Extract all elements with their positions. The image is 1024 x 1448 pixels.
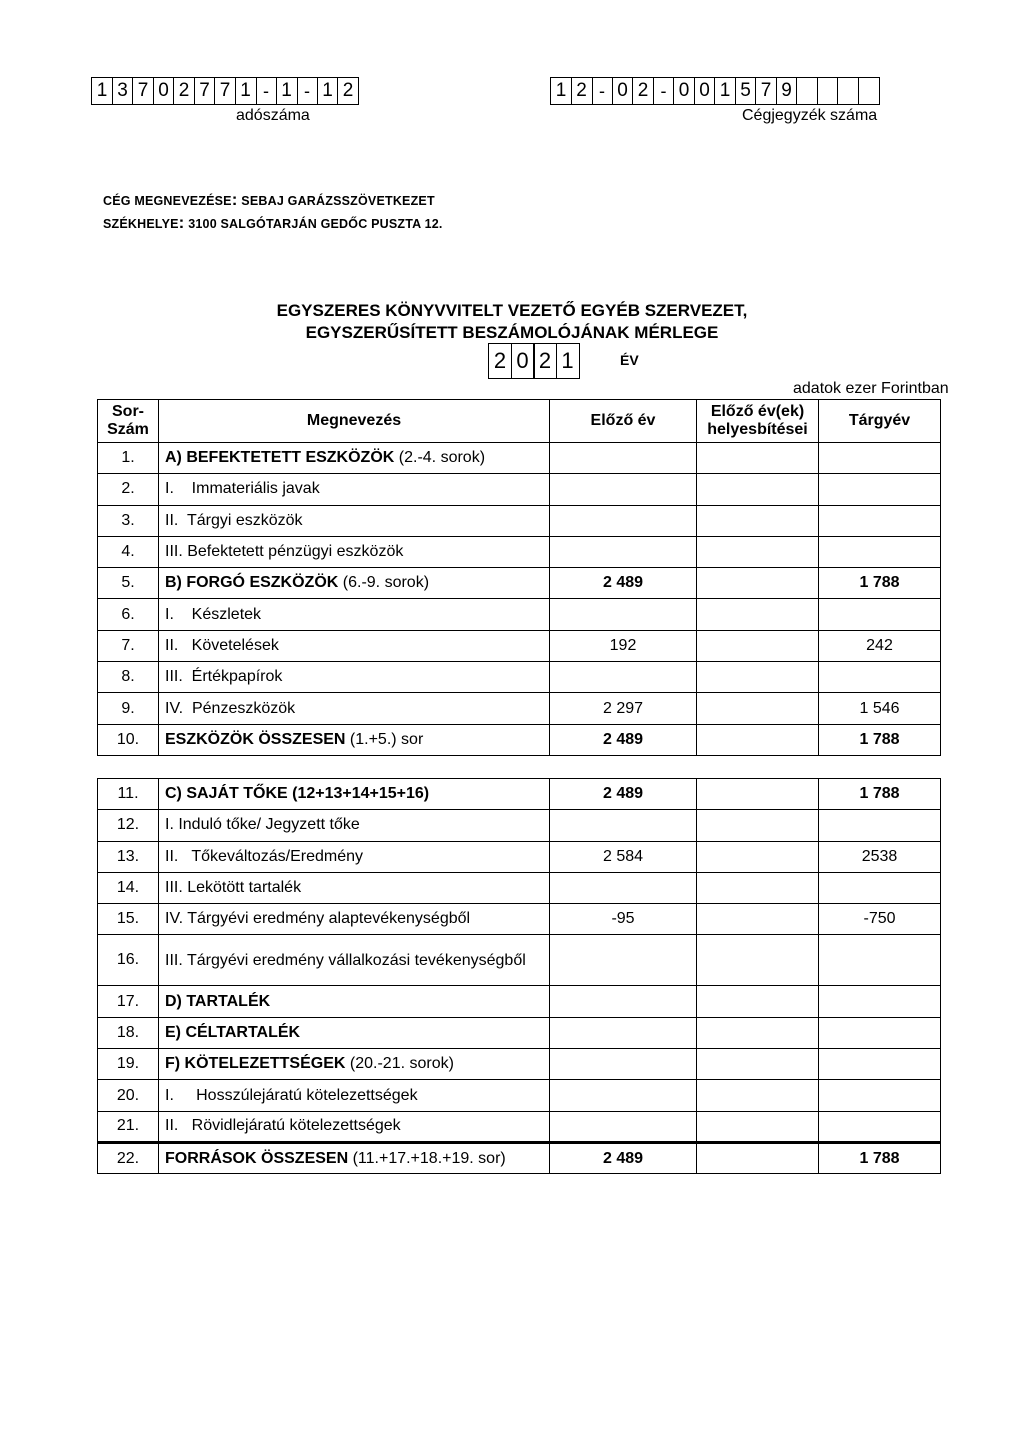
row-number: 10.: [98, 724, 159, 755]
header-helyesbites: Előző év(ek) helyesbítései: [697, 400, 819, 443]
value-current-year: [819, 1049, 941, 1080]
value-correction: [697, 568, 819, 599]
row-number: 14.: [98, 872, 159, 903]
registry-digit: [796, 77, 818, 105]
dash-separator: -: [591, 77, 613, 105]
registry-digit: 0: [612, 77, 634, 105]
value-current-year: -750: [819, 904, 941, 935]
registry-digit: 9: [776, 77, 798, 105]
row-label: FORRÁSOK ÖSSZESEN (11.+17.+18.+19. sor): [159, 1142, 550, 1173]
table-row: [98, 630, 941, 661]
table-row: [98, 1080, 941, 1111]
registry-digit: [837, 77, 859, 105]
value-previous-year: 192: [550, 630, 697, 661]
value-current-year: [819, 505, 941, 536]
row-label: II. Követelések: [159, 630, 550, 661]
registry-digit: 7: [755, 77, 777, 105]
value-current-year: [819, 1111, 941, 1142]
year-digit: 2: [488, 343, 512, 379]
row-number: 20.: [98, 1080, 159, 1111]
row-label: I. Immateriális javak: [159, 474, 550, 505]
table-row: [98, 1142, 941, 1173]
value-previous-year: 2 584: [550, 841, 697, 872]
tax-id-digit: 1: [276, 77, 298, 105]
value-correction: [697, 474, 819, 505]
row-label: F) KÖTELEZETTSÉGEK (20.-21. sorok): [159, 1049, 550, 1080]
value-correction: [697, 1049, 819, 1080]
value-current-year: [819, 1017, 941, 1048]
value-current-year: 1 788: [819, 568, 941, 599]
table-row: [98, 986, 941, 1017]
registry-digit: 0: [694, 77, 716, 105]
company-seat-value: 3100 SALGÓTARJÁN GEDŐC PUSZTA 12.: [188, 217, 443, 231]
value-previous-year: [550, 662, 697, 693]
value-correction: [697, 1017, 819, 1048]
row-label: III. Lekötött tartalék: [159, 872, 550, 903]
row-number: 11.: [98, 779, 159, 810]
value-previous-year: [550, 1017, 697, 1048]
value-correction: [697, 693, 819, 724]
row-number: 16.: [98, 935, 159, 986]
value-previous-year: [550, 986, 697, 1017]
table-row: [98, 474, 941, 505]
assets-table: [97, 399, 941, 756]
table-row: [98, 505, 941, 536]
row-label: D) TARTALÉK: [159, 986, 550, 1017]
value-previous-year: [550, 1111, 697, 1142]
row-number: 1.: [98, 443, 159, 474]
value-current-year: 2538: [819, 841, 941, 872]
value-current-year: [819, 536, 941, 567]
tax-id-digit: 7: [132, 77, 154, 105]
tax-id-digit: 0: [153, 77, 175, 105]
value-correction: [697, 662, 819, 693]
value-previous-year: 2 489: [550, 568, 697, 599]
value-current-year: [819, 443, 941, 474]
value-current-year: 242: [819, 630, 941, 661]
value-previous-year: 2 297: [550, 693, 697, 724]
value-current-year: [819, 599, 941, 630]
value-correction: [697, 1142, 819, 1173]
row-number: 5.: [98, 568, 159, 599]
value-current-year: [819, 662, 941, 693]
row-number: 13.: [98, 841, 159, 872]
value-previous-year: -95: [550, 904, 697, 935]
company-name-label: CÉG MEGNEVEZÉSE: [103, 194, 232, 208]
value-previous-year: [550, 505, 697, 536]
row-number: 7.: [98, 630, 159, 661]
row-number: 18.: [98, 1017, 159, 1048]
row-number: 8.: [98, 662, 159, 693]
row-number: 4.: [98, 536, 159, 567]
value-previous-year: [550, 1080, 697, 1111]
registry-digit: 2: [632, 77, 654, 105]
value-current-year: 1 546: [819, 693, 941, 724]
value-previous-year: [550, 599, 697, 630]
row-number: 15.: [98, 904, 159, 935]
row-number: 2.: [98, 474, 159, 505]
row-label: II. Tőkeváltozás/Eredmény: [159, 841, 550, 872]
company-seat-line: SZÉKHELYE: 3100 SALGÓTARJÁN GEDŐC PUSZTA 12.: [103, 213, 443, 232]
row-label: II. Rövidlejáratú kötelezettségek: [159, 1111, 550, 1142]
tax-id-boxes: [91, 77, 358, 105]
registry-digit: 2: [571, 77, 593, 105]
row-label: I. Induló tőke/ Jegyzett tőke: [159, 810, 550, 841]
table-row: [98, 841, 941, 872]
value-correction: [697, 1111, 819, 1142]
row-label: ESZKÖZÖK ÖSSZESEN (1.+5.) sor: [159, 724, 550, 755]
value-current-year: [819, 986, 941, 1017]
row-label: I. Készletek: [159, 599, 550, 630]
year-digit: 0: [511, 343, 535, 379]
value-current-year: [819, 872, 941, 903]
title-line-2: EGYSZERŰSÍTETT BESZÁMOLÓJÁNAK MÉRLEGE: [305, 323, 719, 342]
header-megnevezes: Megnevezés: [159, 400, 550, 443]
tax-id-digit: 2: [173, 77, 195, 105]
row-label: III. Értékpapírok: [159, 662, 550, 693]
registry-digit: 1: [550, 77, 572, 105]
table-row: [98, 443, 941, 474]
registry-digit: 5: [735, 77, 757, 105]
row-label: E) CÉLTARTALÉK: [159, 1017, 550, 1048]
table-row: [98, 693, 941, 724]
year-suffix: ÉV: [620, 352, 639, 368]
value-correction: [697, 505, 819, 536]
table-row: [98, 536, 941, 567]
tax-id-digit: 7: [214, 77, 236, 105]
sources-table: [97, 778, 941, 1174]
registry-digit: [817, 77, 839, 105]
tax-id-digit: 1: [317, 77, 339, 105]
value-correction: [697, 935, 819, 986]
value-previous-year: [550, 1049, 697, 1080]
row-label: IV. Tárgyévi eredmény alaptevékenységből: [159, 904, 550, 935]
value-correction: [697, 872, 819, 903]
tax-id-digit: 3: [112, 77, 134, 105]
value-previous-year: 2 489: [550, 779, 697, 810]
value-correction: [697, 443, 819, 474]
row-number: 12.: [98, 810, 159, 841]
year-digit: 1: [556, 343, 580, 379]
row-label: B) FORGÓ ESZKÖZÖK (6.-9. sorok): [159, 568, 550, 599]
tax-id-digit: 2: [337, 77, 359, 105]
header-elozo-ev: Előző év: [550, 400, 697, 443]
table-row: [98, 810, 941, 841]
registry-caption: Cégjegyzék száma: [742, 107, 878, 124]
year-boxes: [488, 343, 578, 379]
row-label: III. Befektetett pénzügyi eszközök: [159, 536, 550, 567]
row-label: IV. Pénzeszközök: [159, 693, 550, 724]
table-row: [98, 779, 941, 810]
row-number: 17.: [98, 986, 159, 1017]
tax-id-caption: adószáma: [236, 107, 310, 124]
tax-id-digit: 1: [235, 77, 257, 105]
row-number: 3.: [98, 505, 159, 536]
value-current-year: [819, 935, 941, 986]
row-number: 19.: [98, 1049, 159, 1080]
value-current-year: [819, 1080, 941, 1111]
table-row: [98, 904, 941, 935]
row-label: C) SAJÁT TŐKE (12+13+14+15+16): [159, 779, 550, 810]
row-number: 21.: [98, 1111, 159, 1142]
company-name-line: CÉG MEGNEVEZÉSE: SEBAJ GARÁZSSZÖVETKEZET: [103, 190, 435, 209]
document-title: [0, 300, 1024, 344]
value-previous-year: 2 489: [550, 1142, 697, 1173]
registry-digit: [858, 77, 880, 105]
company-seat-label: SZÉKHELYE: [103, 217, 179, 231]
unit-note: adatok ezer Forintban: [793, 380, 949, 397]
value-correction: [697, 779, 819, 810]
registry-digit: 0: [673, 77, 695, 105]
header-sor-szam: Sor- Szám: [98, 400, 159, 443]
value-correction: [697, 724, 819, 755]
value-correction: [697, 986, 819, 1017]
value-current-year: [819, 474, 941, 505]
value-previous-year: [550, 872, 697, 903]
table-row: [98, 724, 941, 755]
value-previous-year: [550, 443, 697, 474]
value-correction: [697, 904, 819, 935]
table-row: [98, 1111, 941, 1142]
row-label: A) BEFEKTETETT ESZKÖZÖK (2.-4. sorok): [159, 443, 550, 474]
value-correction: [697, 536, 819, 567]
value-correction: [697, 599, 819, 630]
value-correction: [697, 841, 819, 872]
table-row: [98, 662, 941, 693]
year-digit: 2: [533, 343, 557, 379]
company-name-value: SEBAJ GARÁZSSZÖVETKEZET: [241, 194, 435, 208]
table-row: [98, 1017, 941, 1048]
value-previous-year: [550, 810, 697, 841]
value-current-year: [819, 810, 941, 841]
value-current-year: 1 788: [819, 1142, 941, 1173]
value-previous-year: [550, 536, 697, 567]
value-previous-year: [550, 474, 697, 505]
tax-id-digit: 1: [91, 77, 113, 105]
dash-separator: -: [296, 77, 318, 105]
table-row: [98, 599, 941, 630]
value-current-year: 1 788: [819, 724, 941, 755]
value-previous-year: 2 489: [550, 724, 697, 755]
value-correction: [697, 1080, 819, 1111]
registry-number-boxes: [550, 77, 878, 105]
value-current-year: 1 788: [819, 779, 941, 810]
table-row: [98, 1049, 941, 1080]
row-label: III. Tárgyévi eredmény vállalkozási tevékenységből: [159, 935, 550, 986]
row-number: 22.: [98, 1142, 159, 1173]
value-previous-year: [550, 935, 697, 986]
dash-separator: -: [653, 77, 675, 105]
table-row: [98, 872, 941, 903]
row-number: 9.: [98, 693, 159, 724]
row-number: 6.: [98, 599, 159, 630]
row-label: I. Hosszúlejáratú kötelezettségek: [159, 1080, 550, 1111]
registry-digit: 1: [714, 77, 736, 105]
header-targyev: Tárgyév: [819, 400, 941, 443]
row-label: II. Tárgyi eszközök: [159, 505, 550, 536]
tax-id-digit: 7: [194, 77, 216, 105]
table-row: [98, 568, 941, 599]
table-row: [98, 935, 941, 986]
title-line-1: EGYSZERES KÖNYVVITELT VEZETŐ EGYÉB SZERVEZET,: [276, 301, 748, 320]
value-correction: [697, 810, 819, 841]
dash-separator: -: [255, 77, 277, 105]
value-correction: [697, 630, 819, 661]
